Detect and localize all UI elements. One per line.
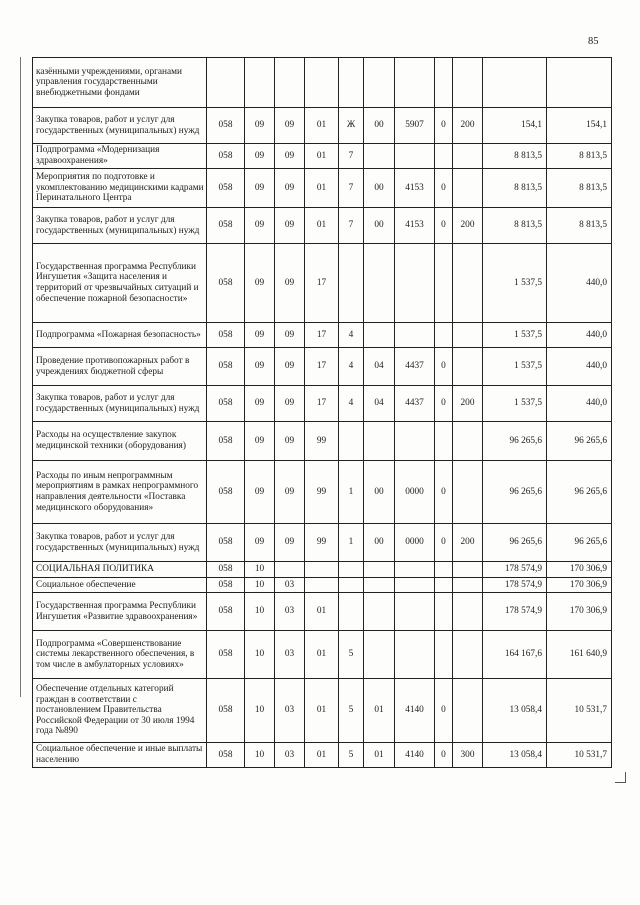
cell-rz: 09 [245, 144, 275, 169]
cell-c2: 5 [339, 679, 364, 743]
cell-name: СОЦИАЛЬНАЯ ПОЛИТИКА [33, 562, 207, 578]
cell-c2 [339, 244, 364, 323]
cell-y1 [483, 58, 547, 108]
cell-vr [453, 348, 483, 386]
cell-y1: 1 537,5 [483, 386, 547, 422]
cell-c3: 01 [364, 679, 395, 743]
cell-c2: 4 [339, 386, 364, 422]
cell-rz: 09 [245, 108, 275, 144]
table-row [33, 631, 612, 679]
cell-vr [453, 144, 483, 169]
cell-vr [453, 461, 483, 524]
cell-ved: 058 [207, 679, 245, 743]
cell-pr: 09 [275, 524, 305, 562]
cell-rz: 10 [245, 593, 275, 631]
cell-c4: 4437 [395, 348, 435, 386]
cell-ved: 058 [207, 743, 245, 768]
cell-pr: 09 [275, 208, 305, 244]
cell-c4 [395, 631, 435, 679]
cell-ved: 058 [207, 593, 245, 631]
cell-c4: 4153 [395, 169, 435, 208]
cell-c3 [364, 323, 395, 348]
cell-c1: 01 [305, 144, 339, 169]
cell-y2 [547, 58, 612, 108]
cell-rz: 09 [245, 422, 275, 461]
cell-c3: 00 [364, 208, 395, 244]
cell-ved [207, 58, 245, 108]
cell-y1: 178 574,9 [483, 578, 547, 593]
cell-c4 [395, 593, 435, 631]
cell-vr [453, 323, 483, 348]
cell-ved: 058 [207, 422, 245, 461]
table-row [33, 244, 612, 323]
cell-c4: 0000 [395, 461, 435, 524]
cell-c5: 0 [435, 208, 453, 244]
cell-pr: 09 [275, 461, 305, 524]
cell-c3 [364, 631, 395, 679]
cell-c3: 04 [364, 348, 395, 386]
cell-c2: 4 [339, 323, 364, 348]
cell-c5 [435, 244, 453, 323]
cell-name: Подпрограмма «Модернизация здравоохранения» [33, 144, 207, 169]
cell-vr [453, 244, 483, 323]
cell-c1: 99 [305, 422, 339, 461]
cell-rz: 10 [245, 578, 275, 593]
cell-rz: 09 [245, 169, 275, 208]
cell-name: Мероприятия по подготовке и укомплектованию медицинскими кадрами Перинатального Центра [33, 169, 207, 208]
cell-c5: 0 [435, 386, 453, 422]
cell-y2: 440,0 [547, 244, 612, 323]
cell-y2: 96 265,6 [547, 461, 612, 524]
cell-ved: 058 [207, 578, 245, 593]
cell-rz: 09 [245, 348, 275, 386]
cell-pr: 03 [275, 631, 305, 679]
cell-c4: 5907 [395, 108, 435, 144]
cell-y1: 8 813,5 [483, 144, 547, 169]
cell-y1: 1 537,5 [483, 244, 547, 323]
cell-c4 [395, 144, 435, 169]
cell-c2 [339, 58, 364, 108]
cell-c1: 01 [305, 208, 339, 244]
cell-y1: 154,1 [483, 108, 547, 144]
cell-ved: 058 [207, 348, 245, 386]
table-row [33, 679, 612, 743]
cell-c2: 1 [339, 461, 364, 524]
table-row [33, 593, 612, 631]
table-row [33, 208, 612, 244]
cell-c4: 0000 [395, 524, 435, 562]
cell-pr: 03 [275, 578, 305, 593]
table-row [33, 323, 612, 348]
cell-y2: 440,0 [547, 323, 612, 348]
cell-y1: 96 265,6 [483, 524, 547, 562]
table-row [33, 461, 612, 524]
table-row [33, 743, 612, 768]
cell-c2: 5 [339, 631, 364, 679]
budget-table [32, 57, 612, 768]
cell-ved: 058 [207, 108, 245, 144]
cell-c5: 0 [435, 743, 453, 768]
table-row [33, 348, 612, 386]
cell-vr [453, 578, 483, 593]
cell-vr: 300 [453, 743, 483, 768]
cell-vr [453, 422, 483, 461]
cell-c3 [364, 422, 395, 461]
cell-ved: 058 [207, 461, 245, 524]
cell-c3 [364, 244, 395, 323]
cell-ved: 058 [207, 169, 245, 208]
cell-y2: 8 813,5 [547, 169, 612, 208]
cell-c5: 0 [435, 679, 453, 743]
cell-rz: 09 [245, 323, 275, 348]
cell-c2: 7 [339, 144, 364, 169]
cell-y1: 8 813,5 [483, 169, 547, 208]
cell-ved: 058 [207, 562, 245, 578]
cell-pr: 09 [275, 169, 305, 208]
table-row [33, 386, 612, 422]
table-row [33, 58, 612, 108]
cell-c1: 17 [305, 323, 339, 348]
cell-c5: 0 [435, 108, 453, 144]
cell-c3: 04 [364, 386, 395, 422]
cell-c2: 4 [339, 348, 364, 386]
cell-y1: 96 265,6 [483, 422, 547, 461]
cell-c1: 01 [305, 108, 339, 144]
cell-c3: 00 [364, 461, 395, 524]
cell-c4: 4437 [395, 386, 435, 422]
cell-name: Подпрограмма «Совершенствование системы лекарственного обеспечения, в том числе в амбулаторных условиях» [33, 631, 207, 679]
cell-c1 [305, 58, 339, 108]
cell-y1: 8 813,5 [483, 208, 547, 244]
cell-y1: 164 167,6 [483, 631, 547, 679]
cell-rz: 10 [245, 562, 275, 578]
cell-pr: 09 [275, 348, 305, 386]
cell-c4: 4153 [395, 208, 435, 244]
cell-c3: 00 [364, 169, 395, 208]
table-row [33, 422, 612, 461]
table-row [33, 524, 612, 562]
cell-c1: 17 [305, 386, 339, 422]
cell-pr: 09 [275, 244, 305, 323]
cell-vr: 200 [453, 208, 483, 244]
cell-name: Закупка товаров, работ и услуг для государственных (муниципальных) нужд [33, 524, 207, 562]
cell-name: Закупка товаров, работ и услуг для государственных (муниципальных) нужд [33, 108, 207, 144]
cell-pr: 09 [275, 422, 305, 461]
cell-c3: 00 [364, 524, 395, 562]
cell-c1: 01 [305, 679, 339, 743]
cell-c4: 4140 [395, 743, 435, 768]
cell-name: Расходы на осуществление закупок медицинской техники (оборудования) [33, 422, 207, 461]
cell-vr: 200 [453, 386, 483, 422]
cell-vr [453, 58, 483, 108]
cell-pr [275, 58, 305, 108]
cell-pr: 03 [275, 679, 305, 743]
cell-ved: 058 [207, 144, 245, 169]
cell-vr: 200 [453, 108, 483, 144]
cell-c1: 01 [305, 593, 339, 631]
cell-y1: 96 265,6 [483, 461, 547, 524]
cell-rz: 09 [245, 386, 275, 422]
cell-ved: 058 [207, 524, 245, 562]
cell-rz: 09 [245, 461, 275, 524]
cell-rz [245, 58, 275, 108]
cell-c3 [364, 578, 395, 593]
cell-pr: 09 [275, 108, 305, 144]
cell-c3: 00 [364, 108, 395, 144]
cell-c1: 17 [305, 244, 339, 323]
cell-c4 [395, 578, 435, 593]
cell-y2: 96 265,6 [547, 422, 612, 461]
cell-c1: 01 [305, 169, 339, 208]
cell-rz: 09 [245, 244, 275, 323]
cell-pr [275, 562, 305, 578]
cell-rz: 10 [245, 679, 275, 743]
cell-y1: 178 574,9 [483, 562, 547, 578]
cell-pr: 03 [275, 743, 305, 768]
cell-c3 [364, 562, 395, 578]
cell-c2: Ж [339, 108, 364, 144]
cell-name: Государственная программа Республики Ингушетия «Развитие здравоохранения» [33, 593, 207, 631]
scan-corner-mark [615, 772, 626, 783]
cell-c4: 4140 [395, 679, 435, 743]
cell-c3 [364, 58, 395, 108]
table-row [33, 562, 612, 578]
cell-y2: 96 265,6 [547, 524, 612, 562]
cell-pr: 03 [275, 593, 305, 631]
cell-name: Государственная программа Республики Ингушетия «Защита населения и территорий от чрезвычайных ситуаций и обеспечение пожарной безопасности» [33, 244, 207, 323]
cell-y2: 10 531,7 [547, 743, 612, 768]
cell-c5 [435, 144, 453, 169]
cell-y1: 178 574,9 [483, 593, 547, 631]
cell-c5: 0 [435, 169, 453, 208]
left-binding-marks [14, 57, 32, 773]
cell-c2: 1 [339, 524, 364, 562]
cell-name: Обеспечение отдельных категорий граждан в соответствии с постановлением Правительства Российской Федерации от 30 июля 1994 года №890 [33, 679, 207, 743]
cell-c5 [435, 578, 453, 593]
cell-name: Проведение противопожарных работ в учреждениях бюджетной сферы [33, 348, 207, 386]
cell-y2: 170 306,9 [547, 593, 612, 631]
cell-c1: 01 [305, 631, 339, 679]
cell-y1: 13 058,4 [483, 679, 547, 743]
cell-vr: 200 [453, 524, 483, 562]
cell-ved: 058 [207, 244, 245, 323]
cell-name: Закупка товаров, работ и услуг для государственных (муниципальных) нужд [33, 208, 207, 244]
cell-vr [453, 169, 483, 208]
cell-c5 [435, 58, 453, 108]
cell-c5 [435, 422, 453, 461]
cell-name: казёнными учреждениями, органами управления государственными внебюджетными фондами [33, 58, 207, 108]
cell-y2: 154,1 [547, 108, 612, 144]
cell-c1 [305, 578, 339, 593]
cell-c2 [339, 593, 364, 631]
cell-rz: 10 [245, 743, 275, 768]
cell-c3 [364, 144, 395, 169]
cell-ved: 058 [207, 323, 245, 348]
cell-pr: 09 [275, 386, 305, 422]
cell-pr: 09 [275, 323, 305, 348]
cell-rz: 09 [245, 208, 275, 244]
cell-vr [453, 679, 483, 743]
cell-c4 [395, 244, 435, 323]
cell-pr: 09 [275, 144, 305, 169]
cell-c3 [364, 593, 395, 631]
cell-c5 [435, 593, 453, 631]
cell-y1: 1 537,5 [483, 323, 547, 348]
cell-c2 [339, 562, 364, 578]
cell-y1: 13 058,4 [483, 743, 547, 768]
cell-name: Закупка товаров, работ и услуг для государственных (муниципальных) нужд [33, 386, 207, 422]
cell-ved: 058 [207, 208, 245, 244]
cell-y2: 8 813,5 [547, 208, 612, 244]
cell-c5 [435, 631, 453, 679]
cell-c5 [435, 562, 453, 578]
cell-name: Расходы по иным непрограммным мероприятиям в рамках непрограммного направления деятельности «Поставка медицинского оборудования» [33, 461, 207, 524]
cell-c4 [395, 58, 435, 108]
cell-c4 [395, 562, 435, 578]
cell-ved: 058 [207, 631, 245, 679]
cell-c5: 0 [435, 461, 453, 524]
page-number: 85 [588, 36, 599, 47]
cell-c2: 7 [339, 169, 364, 208]
cell-c4 [395, 422, 435, 461]
cell-c2: 5 [339, 743, 364, 768]
cell-rz: 09 [245, 524, 275, 562]
cell-c2 [339, 422, 364, 461]
cell-c4 [395, 323, 435, 348]
cell-name: Подпрограмма «Пожарная безопасность» [33, 323, 207, 348]
cell-c5: 0 [435, 524, 453, 562]
table-row [33, 144, 612, 169]
table-row [33, 169, 612, 208]
cell-c1: 01 [305, 743, 339, 768]
cell-name: Социальное обеспечение и иные выплаты населению [33, 743, 207, 768]
cell-y2: 440,0 [547, 386, 612, 422]
cell-c2: 7 [339, 208, 364, 244]
cell-c1: 99 [305, 461, 339, 524]
cell-y2: 161 640,9 [547, 631, 612, 679]
cell-name: Социальное обеспечение [33, 578, 207, 593]
cell-vr [453, 631, 483, 679]
cell-c5: 0 [435, 348, 453, 386]
cell-c5 [435, 323, 453, 348]
cell-y2: 170 306,9 [547, 578, 612, 593]
table-row [33, 108, 612, 144]
cell-rz: 10 [245, 631, 275, 679]
cell-y1: 1 537,5 [483, 348, 547, 386]
cell-c1 [305, 562, 339, 578]
cell-c3: 01 [364, 743, 395, 768]
cell-ved: 058 [207, 386, 245, 422]
cell-y2: 8 813,5 [547, 144, 612, 169]
cell-c2 [339, 578, 364, 593]
cell-y2: 440,0 [547, 348, 612, 386]
cell-vr [453, 562, 483, 578]
cell-vr [453, 593, 483, 631]
cell-c1: 17 [305, 348, 339, 386]
cell-y2: 10 531,7 [547, 679, 612, 743]
cell-c1: 99 [305, 524, 339, 562]
cell-y2: 170 306,9 [547, 562, 612, 578]
table-row [33, 578, 612, 593]
